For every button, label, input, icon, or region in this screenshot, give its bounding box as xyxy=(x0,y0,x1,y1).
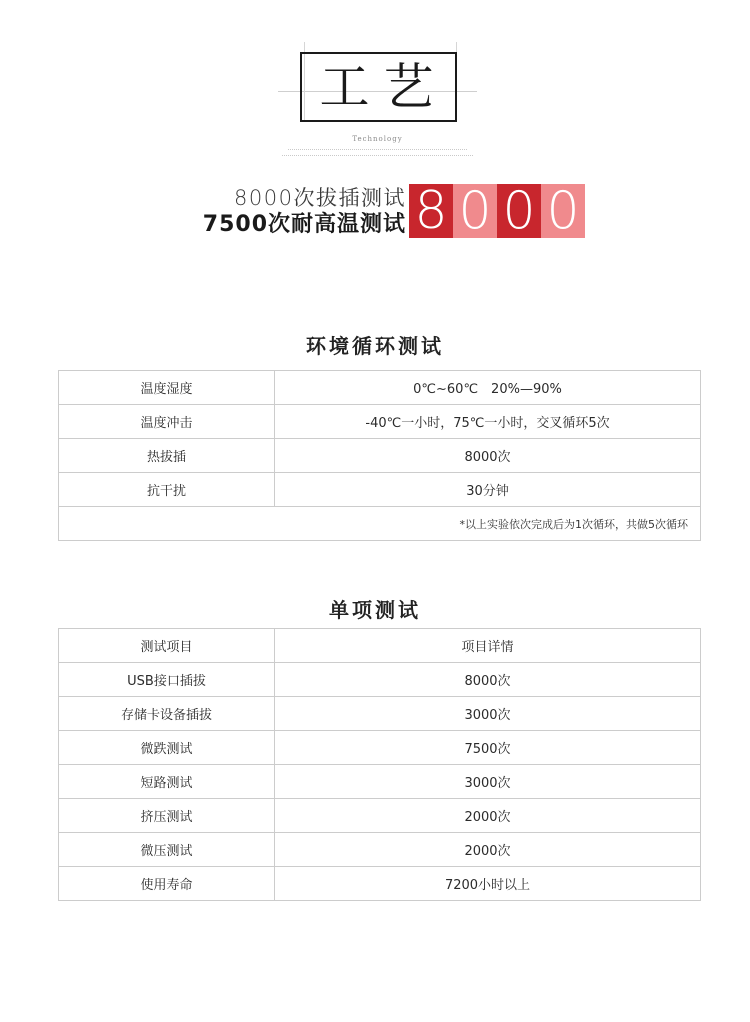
headline-line-1: 8000次拔插测试 xyxy=(234,186,406,210)
big-number xyxy=(409,181,585,241)
table-row xyxy=(59,371,701,405)
single-section-title: 单项测试 xyxy=(329,598,421,622)
row-value: -40℃一小时，75℃一小时，交叉循环5次 xyxy=(275,405,701,439)
row-label: 温度湿度 xyxy=(59,371,275,405)
table-row xyxy=(59,765,701,799)
table-row xyxy=(59,833,701,867)
row-value: 3000次 xyxy=(275,765,701,799)
logo-decor-line xyxy=(282,155,473,157)
row-value: 2000次 xyxy=(275,833,701,867)
table-row xyxy=(59,697,701,731)
table-row xyxy=(59,663,701,697)
table-header-row xyxy=(59,629,701,663)
logo-block xyxy=(270,36,485,161)
table-row xyxy=(59,405,701,439)
table-row xyxy=(59,439,701,473)
table-row xyxy=(59,731,701,765)
row-label: 抗干扰 xyxy=(59,473,275,507)
row-value: 8000次 xyxy=(275,439,701,473)
row-value: 7200小时以上 xyxy=(275,867,701,901)
row-label: 短路测试 xyxy=(59,765,275,799)
table-note: *以上实验依次完成后为1次循环，共做5次循环 xyxy=(59,507,701,541)
column-header: 测试项目 xyxy=(59,629,275,663)
table-note-row xyxy=(59,507,701,541)
single-test-table xyxy=(58,628,701,901)
row-label: 微压测试 xyxy=(59,833,275,867)
row-value: 30分钟 xyxy=(275,473,701,507)
row-label: 使用寿命 xyxy=(59,867,275,901)
row-label: USB接口插拔 xyxy=(59,663,275,697)
row-value: 2000次 xyxy=(275,799,701,833)
row-label: 热拔插 xyxy=(59,439,275,473)
row-label: 温度冲击 xyxy=(59,405,275,439)
row-value: 3000次 xyxy=(275,697,701,731)
row-label: 存储卡设备插拔 xyxy=(59,697,275,731)
env-section-title: 环境循环测试 xyxy=(306,334,444,358)
big-number-digit: 8 xyxy=(409,184,453,238)
row-value: 8000次 xyxy=(275,663,701,697)
row-value: 7500次 xyxy=(275,731,701,765)
big-number-digit: 0 xyxy=(541,184,585,238)
column-header: 项目详情 xyxy=(275,629,701,663)
table-row xyxy=(59,799,701,833)
logo-frame xyxy=(300,52,457,122)
table-row xyxy=(59,867,701,901)
row-label: 挤压测试 xyxy=(59,799,275,833)
headline-text xyxy=(203,184,406,238)
row-value: 0℃~60℃ 20%—90% xyxy=(275,371,701,405)
logo-subtitle: Technology xyxy=(352,135,403,143)
headline-line-2: 7500次耐高温测试 xyxy=(202,212,406,237)
env-test-table xyxy=(58,370,701,541)
headline-banner xyxy=(188,181,588,241)
row-label: 微跌测试 xyxy=(59,731,275,765)
logo-title: 工艺 xyxy=(319,58,448,116)
logo-decor-line xyxy=(288,149,467,151)
big-number-digit: 0 xyxy=(453,184,497,238)
table-row xyxy=(59,473,701,507)
big-number-digit: 0 xyxy=(497,184,541,238)
